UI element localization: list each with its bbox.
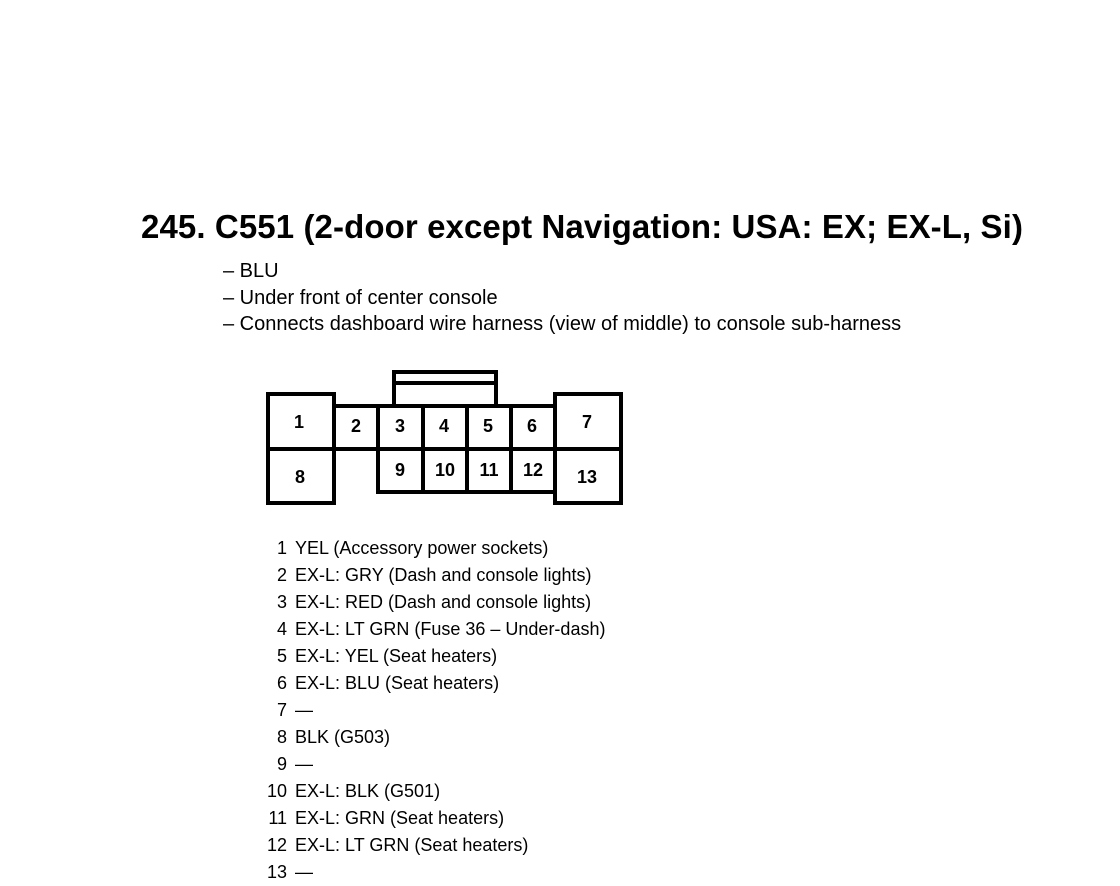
pin-number: 11 — [268, 808, 287, 828]
pin-number: 12 — [266, 835, 287, 855]
pin-description: YEL (Accessory power sockets) — [295, 538, 549, 558]
pin-description: EX-L: LT GRN (Seat heaters) — [295, 835, 529, 855]
pin-description: EX-L: BLU (Seat heaters) — [295, 673, 500, 693]
cavity-label: 8 — [294, 467, 306, 487]
pin-list — [256, 535, 605, 886]
pin-row — [256, 535, 605, 562]
pin-row — [256, 859, 605, 886]
cavity-label: 1 — [293, 412, 305, 432]
pin-number: 8 — [276, 727, 287, 747]
pin-description: EX-L: RED (Dash and console lights) — [295, 592, 592, 612]
pin-number: 4 — [276, 619, 287, 639]
cavity-label: 2 — [350, 416, 362, 436]
pin-row — [256, 805, 605, 832]
pin-number: 6 — [276, 673, 287, 693]
cavity-label: 11 — [479, 460, 499, 480]
pin-row — [256, 697, 605, 724]
cavity-label: 7 — [581, 412, 593, 432]
detail-color: – BLU — [223, 260, 279, 282]
pin-description: EX-L: GRY (Dash and console lights) — [295, 565, 592, 585]
cavity-label: 6 — [526, 416, 538, 436]
cavity-label: 12 — [522, 460, 544, 480]
cavity-label: 10 — [434, 460, 456, 480]
pin-description: BLK (G503) — [295, 727, 391, 747]
detail-connects: – Connects dashboard wire harness (view of middle) to console sub-harness — [223, 313, 902, 335]
pin-description: — — [295, 700, 313, 720]
pin-description: EX-L: GRN (Seat heaters) — [295, 808, 505, 828]
pin-row — [256, 670, 605, 697]
cavity-label: 9 — [394, 460, 406, 480]
cavity-label: 13 — [576, 467, 598, 487]
cavity-label: 4 — [438, 416, 450, 436]
cavity-label: 5 — [482, 416, 494, 436]
pin-row — [256, 724, 605, 751]
pin-number: 2 — [276, 565, 287, 585]
pin-row — [256, 751, 605, 778]
pin-row — [256, 778, 605, 805]
pin-row — [256, 643, 605, 670]
pin-number: 13 — [266, 862, 287, 882]
pin-row — [256, 562, 605, 589]
pin-number: 1 — [276, 538, 287, 558]
pin-description: — — [295, 754, 313, 774]
pin-description: — — [295, 862, 313, 882]
pin-row — [256, 832, 605, 859]
pin-number: 3 — [276, 592, 287, 612]
pin-number: 5 — [276, 646, 287, 666]
pin-description: EX-L: BLK (G501) — [295, 781, 441, 801]
pin-row — [256, 616, 605, 643]
connector-lock-tab — [394, 372, 496, 406]
pin-number: 10 — [266, 781, 287, 801]
pin-row — [256, 589, 605, 616]
detail-location: – Under front of center console — [223, 286, 498, 309]
pin-description: EX-L: LT GRN (Fuse 36 – Under-dash) — [295, 619, 606, 639]
cavity-label: 3 — [394, 416, 406, 436]
connector-title: 245. C551 (2-door except Navigation: USA: EX; EX-L, Si) — [141, 208, 1024, 245]
pin-description: EX-L: YEL (Seat heaters) — [295, 646, 498, 666]
pin-number: 9 — [276, 754, 287, 774]
pin-number: 7 — [276, 700, 287, 720]
